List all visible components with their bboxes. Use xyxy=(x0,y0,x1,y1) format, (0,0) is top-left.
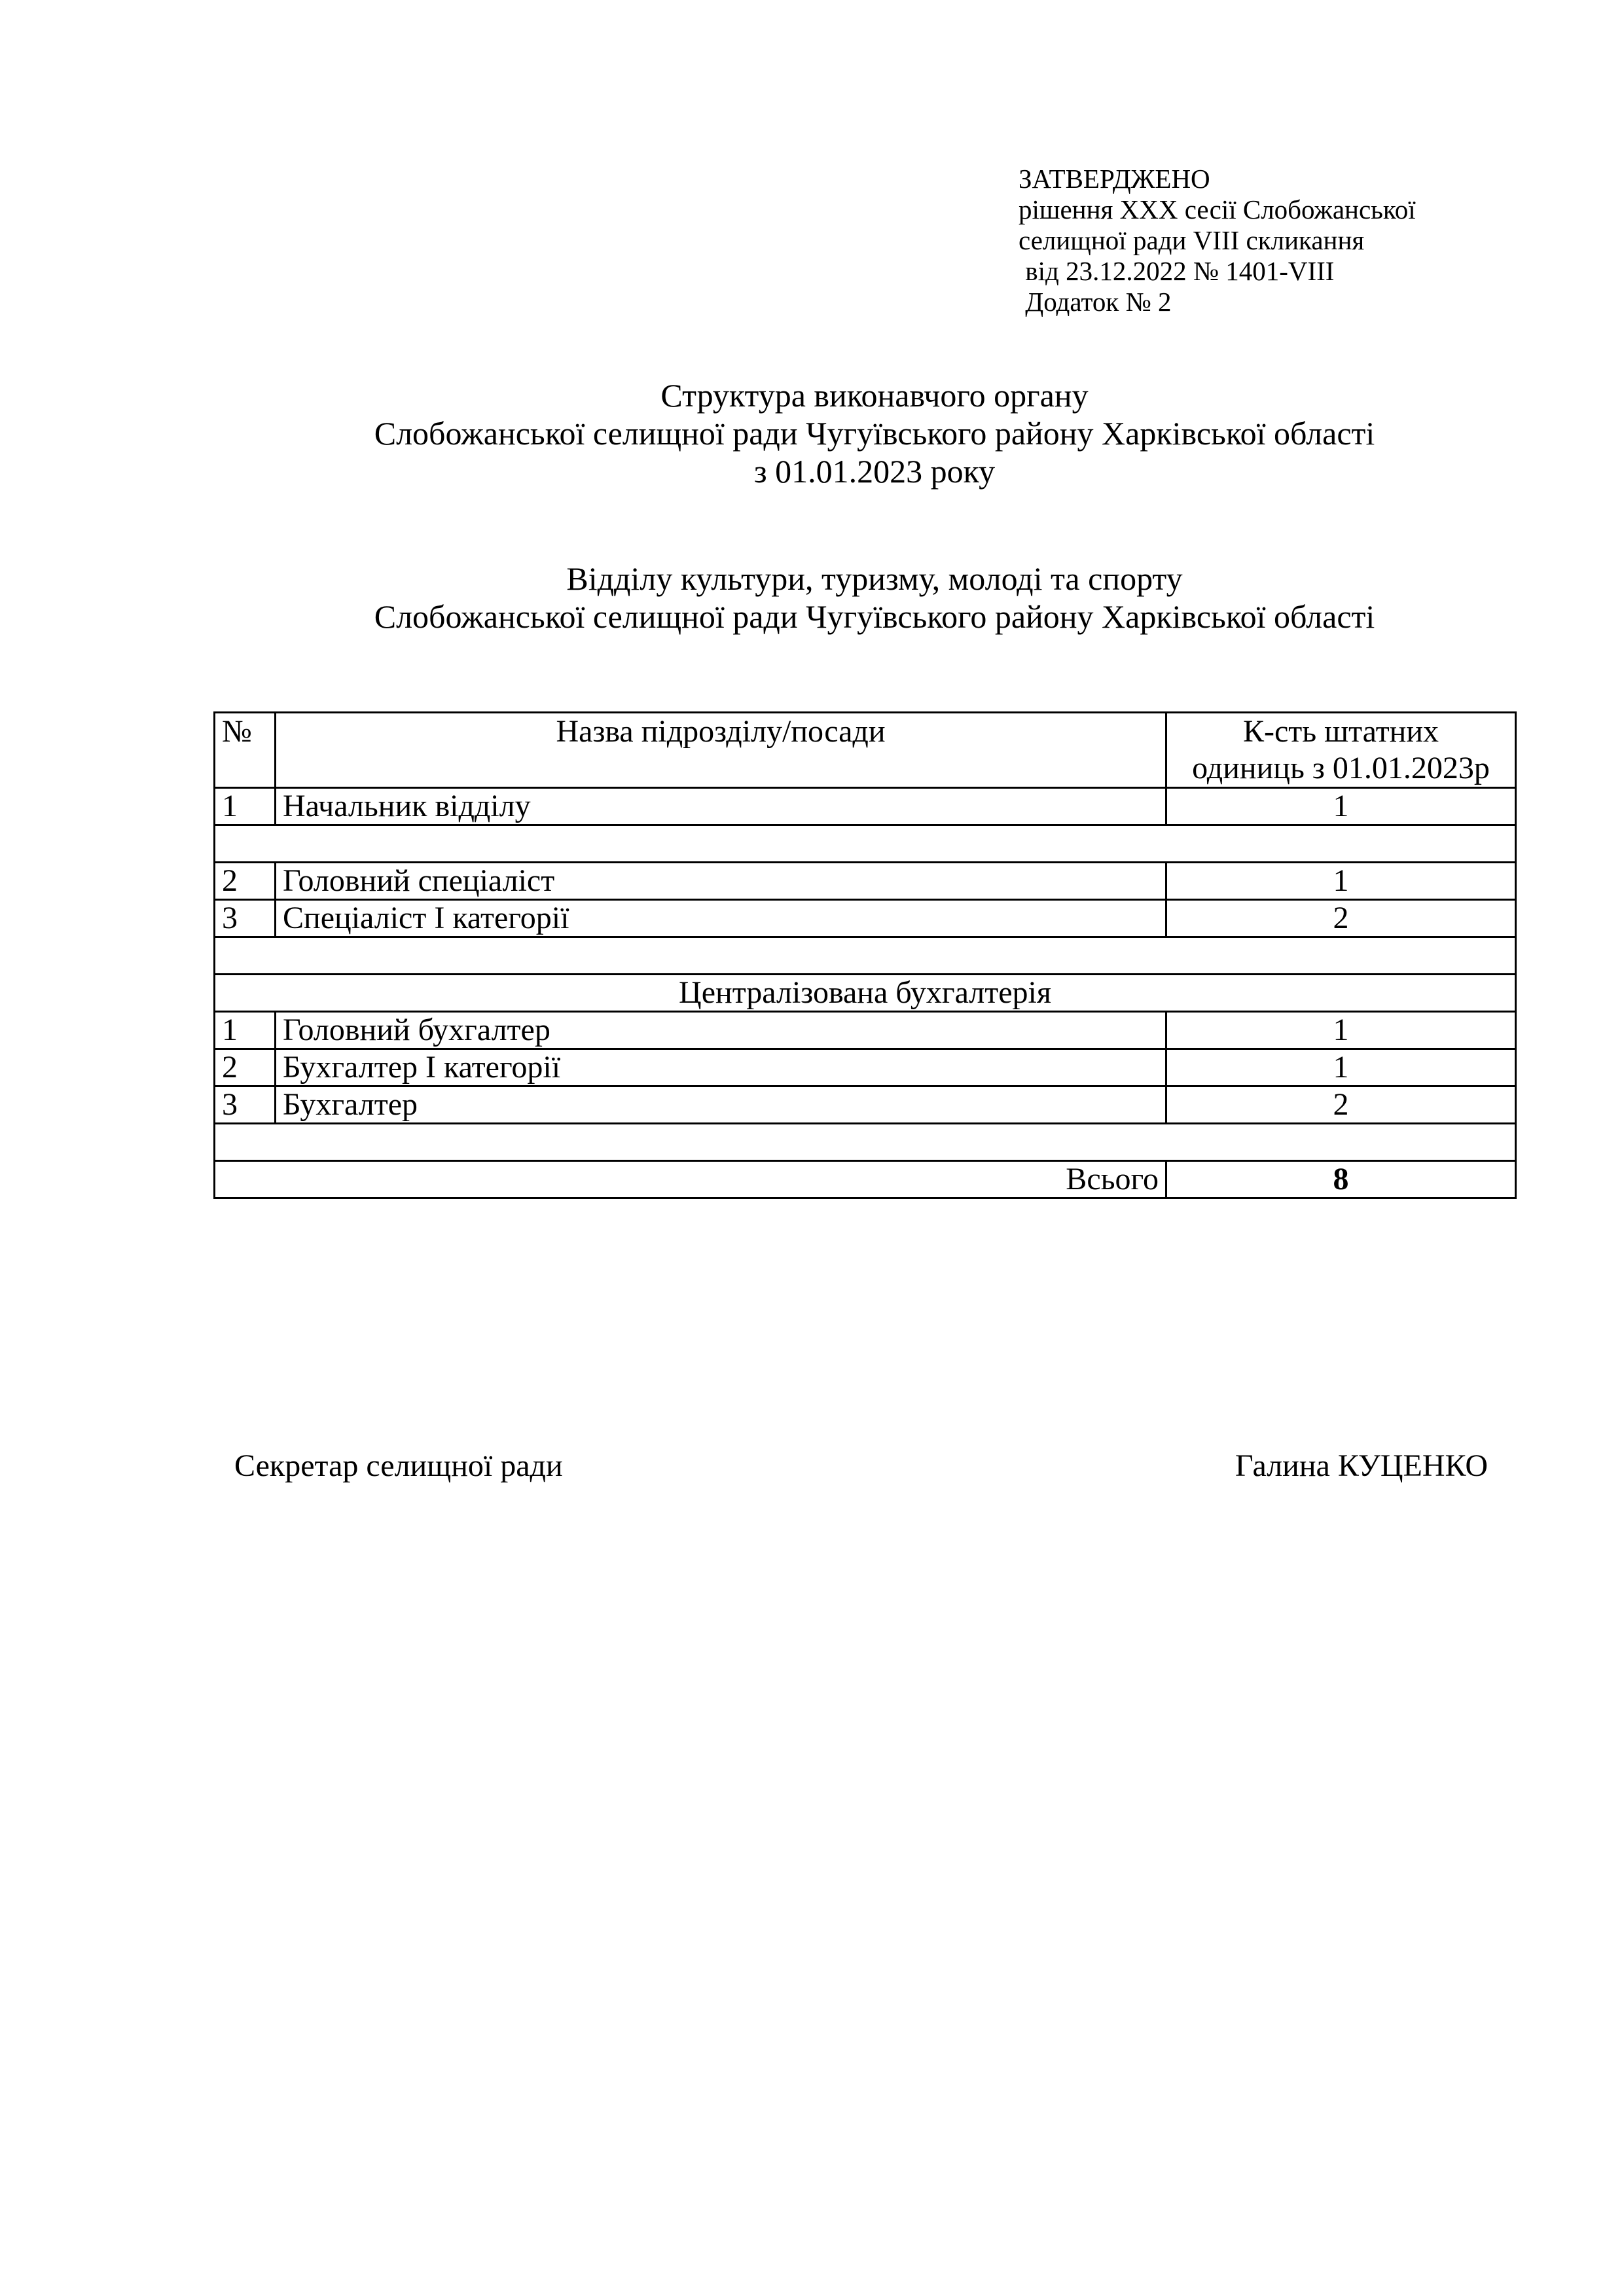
title-line: Структура виконавчого органу xyxy=(660,377,1089,414)
header-number: № xyxy=(215,713,276,788)
row-number: 1 xyxy=(215,788,276,825)
row-number: 3 xyxy=(215,1086,276,1124)
approval-block xyxy=(1019,164,1416,317)
appendix-number: Додаток № 2 xyxy=(1019,287,1172,317)
row-number: 2 xyxy=(215,863,276,900)
total-label: Всього xyxy=(215,1161,1166,1198)
subtitle-line: Слобожанської селищної ради Чугуївського району Харківської області xyxy=(374,598,1375,635)
table-row xyxy=(215,1012,1516,1049)
row-number: 1 xyxy=(215,1012,276,1049)
approval-decision: рішення XXX сесії Слобожанської xyxy=(1019,194,1416,224)
section-row xyxy=(215,975,1516,1012)
header-count-line2: одиниць з 01.01.2023р xyxy=(1192,751,1490,785)
row-count: 1 xyxy=(1166,1049,1516,1086)
table-row xyxy=(215,1086,1516,1124)
row-count: 1 xyxy=(1166,863,1516,900)
approval-stamp-title: ЗАТВЕРДЖЕНО xyxy=(1019,164,1210,194)
row-count: 2 xyxy=(1166,1086,1516,1124)
row-position: Спеціаліст I категорії xyxy=(276,900,1166,937)
subtitle-line: Відділу культури, туризму, молоді та спорту xyxy=(566,560,1183,597)
total-value: 8 xyxy=(1166,1161,1516,1198)
title-line: Слобожанської селищної ради Чугуївського району Харківської області xyxy=(374,415,1375,452)
table-header-row xyxy=(215,713,1516,788)
table-row xyxy=(215,863,1516,900)
empty-row xyxy=(215,825,1516,863)
row-position: Бухгалтер xyxy=(276,1086,1166,1124)
signatory-name: Галина КУЦЕНКО xyxy=(1235,1448,1488,1483)
row-count: 1 xyxy=(1166,788,1516,825)
row-position: Бухгалтер I категорії xyxy=(276,1049,1166,1086)
staff-table xyxy=(213,711,1517,1199)
row-number: 2 xyxy=(215,1049,276,1086)
title-line: з 01.01.2023 року xyxy=(753,453,996,490)
header-name: Назва підрозділу/посади xyxy=(276,713,1166,788)
table-row xyxy=(215,788,1516,825)
approval-date-number: від 23.12.2022 № 1401-VIII xyxy=(1019,256,1335,286)
table-row xyxy=(215,900,1516,937)
row-count: 2 xyxy=(1166,900,1516,937)
header-count-line1: К-сть штатних xyxy=(1242,714,1439,749)
document-subtitle xyxy=(0,560,1624,636)
row-position: Головний бухгалтер xyxy=(276,1012,1166,1049)
total-row xyxy=(215,1161,1516,1198)
row-position: Начальник відділу xyxy=(276,788,1166,825)
row-position: Головний спеціаліст xyxy=(276,863,1166,900)
section-title: Централізована бухгалтерія xyxy=(215,975,1516,1012)
empty-row xyxy=(215,1124,1516,1161)
empty-row xyxy=(215,937,1516,975)
table-row xyxy=(215,1049,1516,1086)
row-number: 3 xyxy=(215,900,276,937)
document-title xyxy=(0,376,1624,490)
header-count xyxy=(1166,713,1516,788)
row-count: 1 xyxy=(1166,1012,1516,1049)
signatory-position: Секретар селищної ради xyxy=(234,1448,563,1483)
approval-council: селищної ради VIII скликання xyxy=(1019,225,1365,255)
